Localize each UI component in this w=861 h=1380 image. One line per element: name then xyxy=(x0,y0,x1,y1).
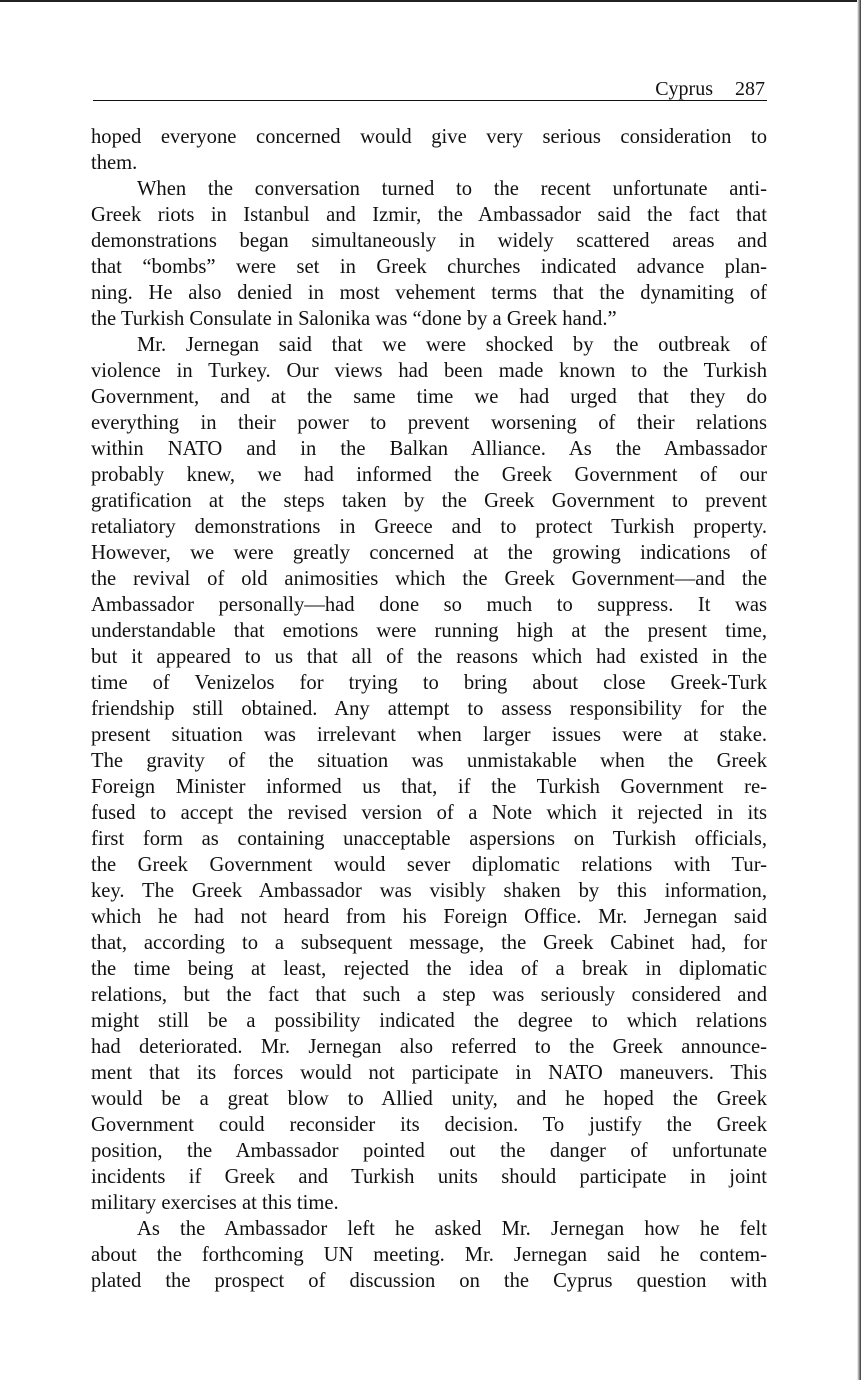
running-header xyxy=(93,78,767,101)
text-line: Government could reconsider its decision. To justify the Greek xyxy=(91,1114,767,1136)
text-line: had deteriorated. Mr. Jernegan also referred to the Greek announce- xyxy=(91,1036,767,1058)
text-line: the Greek Government would sever diplomatic relations with Tur- xyxy=(91,854,767,876)
text-line: As the Ambassador left he asked Mr. Jernegan how he felt xyxy=(137,1218,767,1240)
text-line: military exercises at this time. xyxy=(91,1192,339,1214)
text-line: ment that its forces would not participate in NATO maneuvers. This xyxy=(91,1062,767,1084)
text-line: probably knew, we had informed the Greek Government of our xyxy=(91,464,767,486)
scan-top-border xyxy=(0,0,861,2)
text-line: Ambassador personally—had done so much to suppress. It was xyxy=(91,594,767,616)
text-line: Government, and at the same time we had urged that they do xyxy=(91,386,767,408)
text-line: within NATO and in the Balkan Alliance. As the Ambassador xyxy=(91,438,767,460)
text-line: might still be a possibility indicated the degree to which relations xyxy=(91,1010,767,1032)
text-line: When the conversation turned to the recent unfortunate anti- xyxy=(137,178,767,200)
text-line: violence in Turkey. Our views had been made known to the Turkish xyxy=(91,360,767,382)
text-line: plated the prospect of discussion on the Cyprus question with xyxy=(91,1270,767,1292)
text-line: the revival of old animosities which the Greek Government—and the xyxy=(91,568,767,590)
text-line: present situation was irrelevant when larger issues were at stake. xyxy=(91,724,767,746)
text-line: incidents if Greek and Turkish units should participate in joint xyxy=(91,1166,767,1188)
text-line: first form as containing unacceptable aspersions on Turkish officials, xyxy=(91,828,767,850)
scan-right-edge xyxy=(857,0,861,1380)
text-line: about the forthcoming UN meeting. Mr. Jernegan said he contem- xyxy=(91,1244,767,1266)
text-line: Foreign Minister informed us that, if the Turkish Government re- xyxy=(91,776,767,798)
text-line: but it appeared to us that all of the reasons which had existed in the xyxy=(91,646,767,668)
running-title: Cyprus xyxy=(655,78,713,100)
text-line: the Turkish Consulate in Salonika was “done by a Greek hand.” xyxy=(91,308,617,330)
body-text xyxy=(91,124,767,1294)
text-line: fused to accept the revised version of a Note which it rejected in its xyxy=(91,802,767,824)
text-line: key. The Greek Ambassador was visibly shaken by this information, xyxy=(91,880,767,902)
text-line: everything in their power to prevent worsening of their relations xyxy=(91,412,767,434)
text-line: retaliatory demonstrations in Greece and to protect Turkish property. xyxy=(91,516,767,538)
text-line: that “bombs” were set in Greek churches indicated advance plan- xyxy=(91,256,767,278)
text-line: the time being at least, rejected the idea of a break in diplomatic xyxy=(91,958,767,980)
text-line: time of Venizelos for trying to bring about close Greek-Turk xyxy=(91,672,767,694)
page-number: 287 xyxy=(735,78,765,100)
text-line: Greek riots in Istanbul and Izmir, the Ambassador said the fact that xyxy=(91,204,767,226)
text-line: position, the Ambassador pointed out the danger of unfortunate xyxy=(91,1140,767,1162)
text-line: understandable that emotions were running high at the present time, xyxy=(91,620,767,642)
text-line: However, we were greatly concerned at the growing indications of xyxy=(91,542,767,564)
text-line: ning. He also denied in most vehement terms that the dynamiting of xyxy=(91,282,767,304)
text-line: gratification at the steps taken by the Greek Government to prevent xyxy=(91,490,767,512)
text-line: Mr. Jernegan said that we were shocked by the outbreak of xyxy=(137,334,767,356)
text-line: demonstrations began simultaneously in widely scattered areas and xyxy=(91,230,767,252)
text-line: relations, but the fact that such a step was seriously considered and xyxy=(91,984,767,1006)
header-text xyxy=(655,78,765,100)
text-line: which he had not heard from his Foreign Office. Mr. Jernegan said xyxy=(91,906,767,928)
text-line: them. xyxy=(91,152,138,174)
text-line: The gravity of the situation was unmistakable when the Greek xyxy=(91,750,767,772)
text-line: friendship still obtained. Any attempt to assess responsibility for the xyxy=(91,698,767,720)
text-line: hoped everyone concerned would give very serious consideration to xyxy=(91,126,767,148)
text-line: that, according to a subsequent message, the Greek Cabinet had, for xyxy=(91,932,767,954)
text-line: would be a great blow to Allied unity, and he hoped the Greek xyxy=(91,1088,767,1110)
